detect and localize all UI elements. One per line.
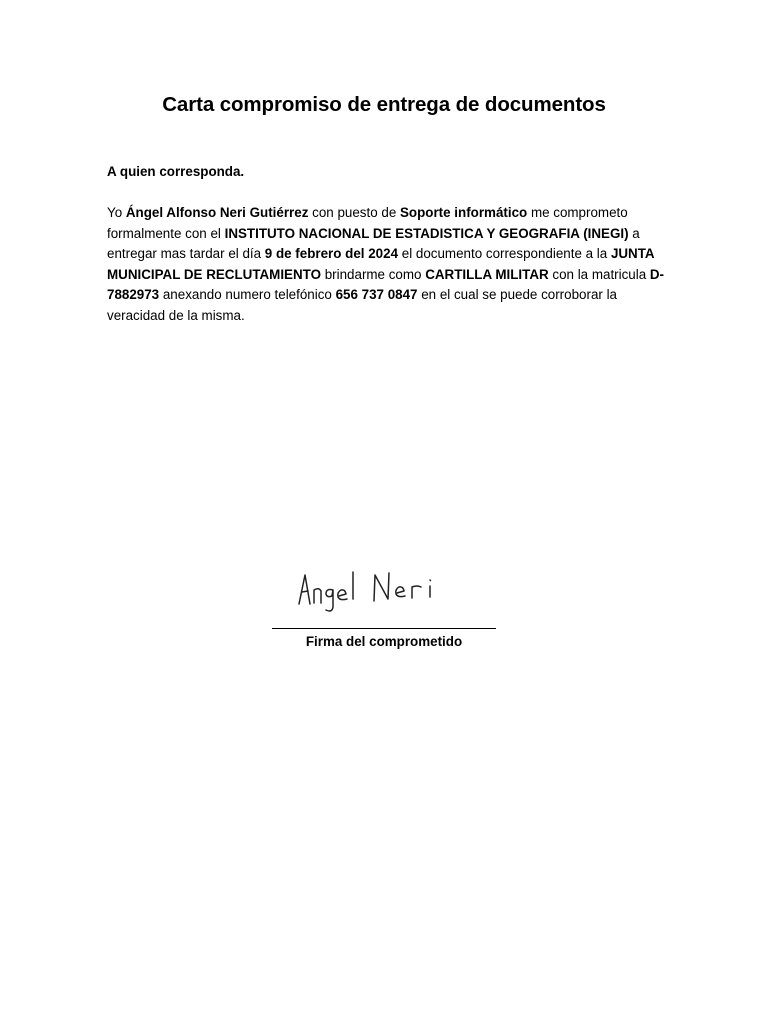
salutation: A quien corresponda.	[107, 164, 245, 179]
paragraph-run: en el cual se puede corroborar la veracidad de la misma.	[107, 287, 617, 323]
handwritten-signature	[290, 563, 460, 623]
paragraph-run-bold: 656 737 0847	[335, 287, 418, 303]
signature-line	[272, 628, 496, 629]
paragraph-run: con la matricula	[548, 266, 650, 282]
paragraph-run-bold: 9 de febrero del 2024	[264, 246, 399, 262]
document-title: Carta compromiso de entrega de documentos	[162, 93, 606, 116]
paragraph-run-bold: Soporte informático	[400, 205, 528, 220]
commitment-paragraph	[107, 203, 667, 327]
paragraph-run: a entregar mas tardar el día	[107, 225, 640, 262]
paragraph-run: con puesto de	[308, 205, 400, 220]
paragraph-run-bold: D-7882973	[107, 266, 665, 303]
paragraph-run-bold: INSTITUTO NACIONAL DE ESTADISTICA Y GEOGRAFIA (INEGI)	[224, 225, 629, 241]
signature-caption: Firma del comprometido	[305, 634, 463, 649]
paragraph-run: el documento correspondiente a la	[398, 246, 611, 262]
paragraph-run: anexando numero telefónico	[159, 287, 336, 303]
paragraph-run-bold: CARTILLA MILITAR	[425, 266, 549, 282]
paragraph-run-bold: JUNTA MUNICIPAL DE RECLUTAMIENTO	[107, 246, 655, 282]
paragraph-run: Yo	[107, 205, 126, 220]
paragraph-run: me comprometo formalmente con el	[107, 205, 628, 241]
paragraph-run-bold: Ángel Alfonso Neri Gutiérrez	[125, 205, 309, 220]
paragraph-run: brindarme como	[321, 266, 426, 282]
